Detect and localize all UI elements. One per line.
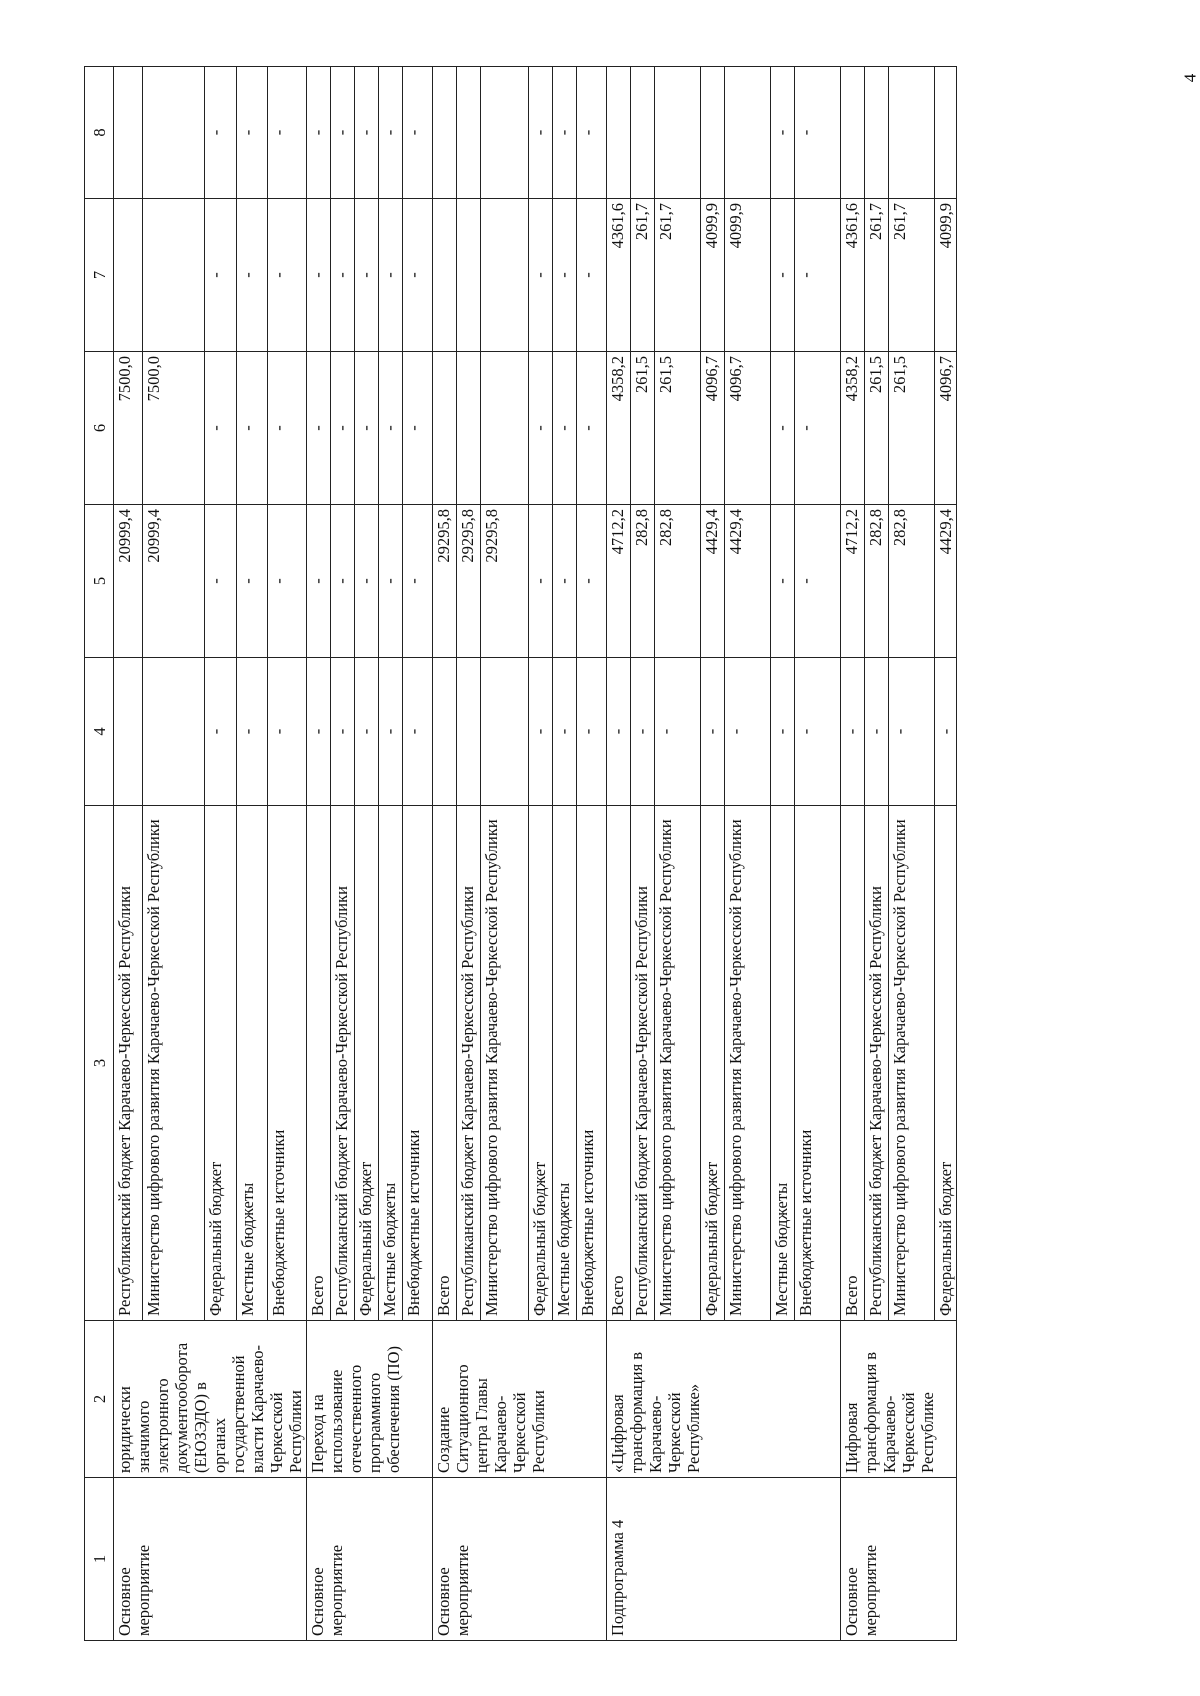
amount-cell-c7	[481, 199, 529, 352]
amount-cell-c4: -	[865, 658, 889, 806]
amount-cell-c8	[481, 67, 529, 199]
amount-cell-c5: -	[307, 505, 331, 658]
budget-table	[84, 66, 957, 1641]
amount-cell-c4: -	[631, 658, 655, 806]
amount-cell-c6: -	[379, 352, 403, 505]
amount-cell-c6	[433, 352, 457, 505]
funding-source-cell: Министерство цифрового развития Карачаево-Черкесской Республики	[655, 806, 701, 1321]
funding-source-cell: Министерство цифрового развития Карачаево-Черкесской Республики	[142, 806, 205, 1321]
amount-cell-c8: -	[205, 67, 236, 199]
amount-cell-c4: -	[205, 658, 236, 806]
amount-cell-c7: 261,7	[631, 199, 655, 352]
amount-cell-c4: -	[725, 658, 771, 806]
amount-cell-c5: 20999,4	[114, 505, 143, 658]
amount-cell-c4	[457, 658, 481, 806]
amount-cell-c8: -	[577, 67, 607, 199]
amount-cell-c7: -	[529, 199, 553, 352]
table-row	[607, 67, 631, 1641]
amount-cell-c4: -	[795, 658, 841, 806]
amount-cell-c5: 4712,2	[607, 505, 631, 658]
amount-cell-c8: -	[379, 67, 403, 199]
amount-cell-c7: -	[236, 199, 267, 352]
amount-cell-c5: 282,8	[655, 505, 701, 658]
amount-cell-c7: 261,7	[889, 199, 935, 352]
funding-source-cell: Всего	[307, 806, 331, 1321]
amount-cell-c4: -	[889, 658, 935, 806]
header-cell: 1	[85, 1478, 114, 1641]
header-cell: 8	[85, 67, 114, 199]
amount-cell-c4: -	[355, 658, 379, 806]
amount-cell-c5: -	[795, 505, 841, 658]
funding-source-cell: Федеральный бюджет	[935, 806, 957, 1321]
amount-cell-c8: -	[307, 67, 331, 199]
amount-cell-c6: 4096,7	[701, 352, 725, 505]
funding-source-cell: Внебюджетные источники	[577, 806, 607, 1321]
amount-cell-c4	[433, 658, 457, 806]
amount-cell-c7: 261,7	[655, 199, 701, 352]
amount-cell-c4: -	[379, 658, 403, 806]
amount-cell-c5: 20999,4	[142, 505, 205, 658]
amount-cell-c8: -	[267, 67, 306, 199]
amount-cell-c6	[481, 352, 529, 505]
amount-cell-c5: 4429,4	[725, 505, 771, 658]
funding-source-cell: Местные бюджеты	[553, 806, 577, 1321]
activity-name-cell: «Цифровая трансформация в Карачаево-Черкесской Республике»	[607, 1321, 841, 1478]
funding-source-cell: Республиканский бюджет Карачаево-Черкесской Республики	[331, 806, 355, 1321]
table-row	[307, 67, 331, 1641]
amount-cell-c7: -	[553, 199, 577, 352]
amount-cell-c5: 4429,4	[935, 505, 957, 658]
activity-type-cell: Основное мероприятие	[841, 1478, 957, 1641]
table-row	[433, 67, 457, 1641]
funding-source-cell: Республиканский бюджет Карачаево-Черкесской Республики	[114, 806, 143, 1321]
header-cell: 6	[85, 352, 114, 505]
amount-cell-c6	[457, 352, 481, 505]
amount-cell-c7: -	[307, 199, 331, 352]
amount-cell-c5: -	[553, 505, 577, 658]
funding-source-cell: Министерство цифрового развития Карачаево-Черкесской Республики	[889, 806, 935, 1321]
header-cell: 5	[85, 505, 114, 658]
amount-cell-c7: 4099,9	[701, 199, 725, 352]
amount-cell-c7: 4099,9	[935, 199, 957, 352]
amount-cell-c8	[725, 67, 771, 199]
amount-cell-c8: -	[529, 67, 553, 199]
header-cell: 2	[85, 1321, 114, 1478]
amount-cell-c7	[457, 199, 481, 352]
funding-source-cell: Местные бюджеты	[379, 806, 403, 1321]
amount-cell-c4	[114, 658, 143, 806]
amount-cell-c7: -	[331, 199, 355, 352]
amount-cell-c8	[935, 67, 957, 199]
amount-cell-c4: -	[403, 658, 433, 806]
amount-cell-c7: -	[403, 199, 433, 352]
amount-cell-c6: -	[577, 352, 607, 505]
amount-cell-c5: 29295,8	[457, 505, 481, 658]
amount-cell-c6: -	[331, 352, 355, 505]
amount-cell-c7: 261,7	[865, 199, 889, 352]
funding-source-cell: Федеральный бюджет	[701, 806, 725, 1321]
amount-cell-c6: 7500,0	[142, 352, 205, 505]
amount-cell-c7	[142, 199, 205, 352]
amount-cell-c8: -	[553, 67, 577, 199]
funding-source-cell: Всего	[607, 806, 631, 1321]
activity-type-cell: Основное мероприятие	[114, 1478, 307, 1641]
amount-cell-c6: -	[403, 352, 433, 505]
amount-cell-c7: -	[267, 199, 306, 352]
amount-cell-c6: -	[236, 352, 267, 505]
rotated-budget-table-sheet	[84, 67, 1110, 1641]
amount-cell-c4: -	[841, 658, 865, 806]
funding-source-cell: Всего	[433, 806, 457, 1321]
amount-cell-c6: -	[267, 352, 306, 505]
amount-cell-c7: -	[355, 199, 379, 352]
header-row	[85, 67, 114, 1641]
amount-cell-c5: 29295,8	[433, 505, 457, 658]
page-number: 4	[1179, 73, 1199, 83]
amount-cell-c7	[114, 199, 143, 352]
amount-cell-c5: 282,8	[865, 505, 889, 658]
amount-cell-c8	[607, 67, 631, 199]
funding-source-cell: Внебюджетные источники	[795, 806, 841, 1321]
amount-cell-c6: 261,5	[889, 352, 935, 505]
funding-source-cell: Внебюджетные источники	[267, 806, 306, 1321]
activity-name-cell: Создание Ситуационного центра Главы Карачаево-Черкесской Республики	[433, 1321, 607, 1478]
amount-cell-c4: -	[529, 658, 553, 806]
amount-cell-c6: -	[529, 352, 553, 505]
amount-cell-c5: 4712,2	[841, 505, 865, 658]
amount-cell-c7	[433, 199, 457, 352]
amount-cell-c5: -	[529, 505, 553, 658]
funding-source-cell: Министерство цифрового развития Карачаево-Черкесской Республики	[725, 806, 771, 1321]
funding-source-cell: Министерство цифрового развития Карачаево-Черкесской Республики	[481, 806, 529, 1321]
amount-cell-c4: -	[607, 658, 631, 806]
funding-source-cell: Республиканский бюджет Карачаево-Черкесской Республики	[631, 806, 655, 1321]
amount-cell-c5: -	[577, 505, 607, 658]
amount-cell-c8	[433, 67, 457, 199]
amount-cell-c8: -	[795, 67, 841, 199]
amount-cell-c7: 4361,6	[841, 199, 865, 352]
amount-cell-c5: -	[379, 505, 403, 658]
funding-source-cell: Федеральный бюджет	[355, 806, 379, 1321]
amount-cell-c5: 4429,4	[701, 505, 725, 658]
amount-cell-c7: -	[577, 199, 607, 352]
amount-cell-c7: -	[205, 199, 236, 352]
table-row	[841, 67, 865, 1641]
header-cell: 4	[85, 658, 114, 806]
activity-name-cell: Переход на использование отечественного программного обеспечения (ПО)	[307, 1321, 433, 1478]
amount-cell-c7: -	[795, 199, 841, 352]
amount-cell-c6: 4096,7	[725, 352, 771, 505]
activity-type-cell: Основное мероприятие	[307, 1478, 433, 1641]
amount-cell-c8: -	[403, 67, 433, 199]
amount-cell-c4: -	[267, 658, 306, 806]
amount-cell-c5: -	[403, 505, 433, 658]
amount-cell-c4: -	[331, 658, 355, 806]
amount-cell-c5: -	[771, 505, 795, 658]
amount-cell-c4: -	[701, 658, 725, 806]
amount-cell-c5: 29295,8	[481, 505, 529, 658]
amount-cell-c8	[841, 67, 865, 199]
table-row	[114, 67, 143, 1641]
amount-cell-c8	[142, 67, 205, 199]
amount-cell-c4: -	[553, 658, 577, 806]
amount-cell-c8	[889, 67, 935, 199]
amount-cell-c6: 4358,2	[607, 352, 631, 505]
amount-cell-c8	[114, 67, 143, 199]
funding-source-cell: Федеральный бюджет	[529, 806, 553, 1321]
amount-cell-c8	[865, 67, 889, 199]
amount-cell-c8	[631, 67, 655, 199]
amount-cell-c6: -	[307, 352, 331, 505]
amount-cell-c5: -	[205, 505, 236, 658]
amount-cell-c7: 4099,9	[725, 199, 771, 352]
funding-source-cell: Местные бюджеты	[236, 806, 267, 1321]
amount-cell-c8	[457, 67, 481, 199]
amount-cell-c5: -	[236, 505, 267, 658]
amount-cell-c8: -	[331, 67, 355, 199]
amount-cell-c6: -	[553, 352, 577, 505]
amount-cell-c6: -	[771, 352, 795, 505]
amount-cell-c6: -	[355, 352, 379, 505]
amount-cell-c6: 4358,2	[841, 352, 865, 505]
funding-source-cell: Местные бюджеты	[771, 806, 795, 1321]
activity-type-cell: Подпрограмма 4	[607, 1478, 841, 1641]
activity-name-cell: Цифровая трансформация в Карачаево-Черкесской Республике	[841, 1321, 957, 1478]
amount-cell-c7: -	[771, 199, 795, 352]
amount-cell-c7: -	[379, 199, 403, 352]
amount-cell-c8: -	[771, 67, 795, 199]
amount-cell-c5: -	[355, 505, 379, 658]
amount-cell-c5: -	[331, 505, 355, 658]
funding-source-cell: Республиканский бюджет Карачаево-Черкесской Республики	[865, 806, 889, 1321]
activity-name-cell: юридически значимого электронного документооборота (ЕЮЗЭДО) в органах государственной власти Карачаево-Черкесской Республики	[114, 1321, 307, 1478]
header-cell: 7	[85, 199, 114, 352]
amount-cell-c8	[701, 67, 725, 199]
amount-cell-c4: -	[655, 658, 701, 806]
amount-cell-c8: -	[355, 67, 379, 199]
amount-cell-c4	[142, 658, 205, 806]
funding-source-cell: Внебюджетные источники	[403, 806, 433, 1321]
amount-cell-c6: 261,5	[655, 352, 701, 505]
amount-cell-c5: 282,8	[889, 505, 935, 658]
amount-cell-c6: 261,5	[631, 352, 655, 505]
amount-cell-c8	[655, 67, 701, 199]
amount-cell-c5: -	[267, 505, 306, 658]
amount-cell-c5: 282,8	[631, 505, 655, 658]
activity-type-cell: Основное мероприятие	[433, 1478, 607, 1641]
amount-cell-c4	[481, 658, 529, 806]
amount-cell-c4: -	[577, 658, 607, 806]
header-cell: 3	[85, 806, 114, 1321]
amount-cell-c6: 7500,0	[114, 352, 143, 505]
amount-cell-c6: -	[205, 352, 236, 505]
funding-source-cell: Всего	[841, 806, 865, 1321]
amount-cell-c4: -	[307, 658, 331, 806]
funding-source-cell: Федеральный бюджет	[205, 806, 236, 1321]
amount-cell-c6: 261,5	[865, 352, 889, 505]
funding-source-cell: Республиканский бюджет Карачаево-Черкесской Республики	[457, 806, 481, 1321]
amount-cell-c7: 4361,6	[607, 199, 631, 352]
amount-cell-c4: -	[236, 658, 267, 806]
amount-cell-c6: -	[795, 352, 841, 505]
amount-cell-c4: -	[771, 658, 795, 806]
amount-cell-c6: 4096,7	[935, 352, 957, 505]
amount-cell-c4: -	[935, 658, 957, 806]
amount-cell-c8: -	[236, 67, 267, 199]
